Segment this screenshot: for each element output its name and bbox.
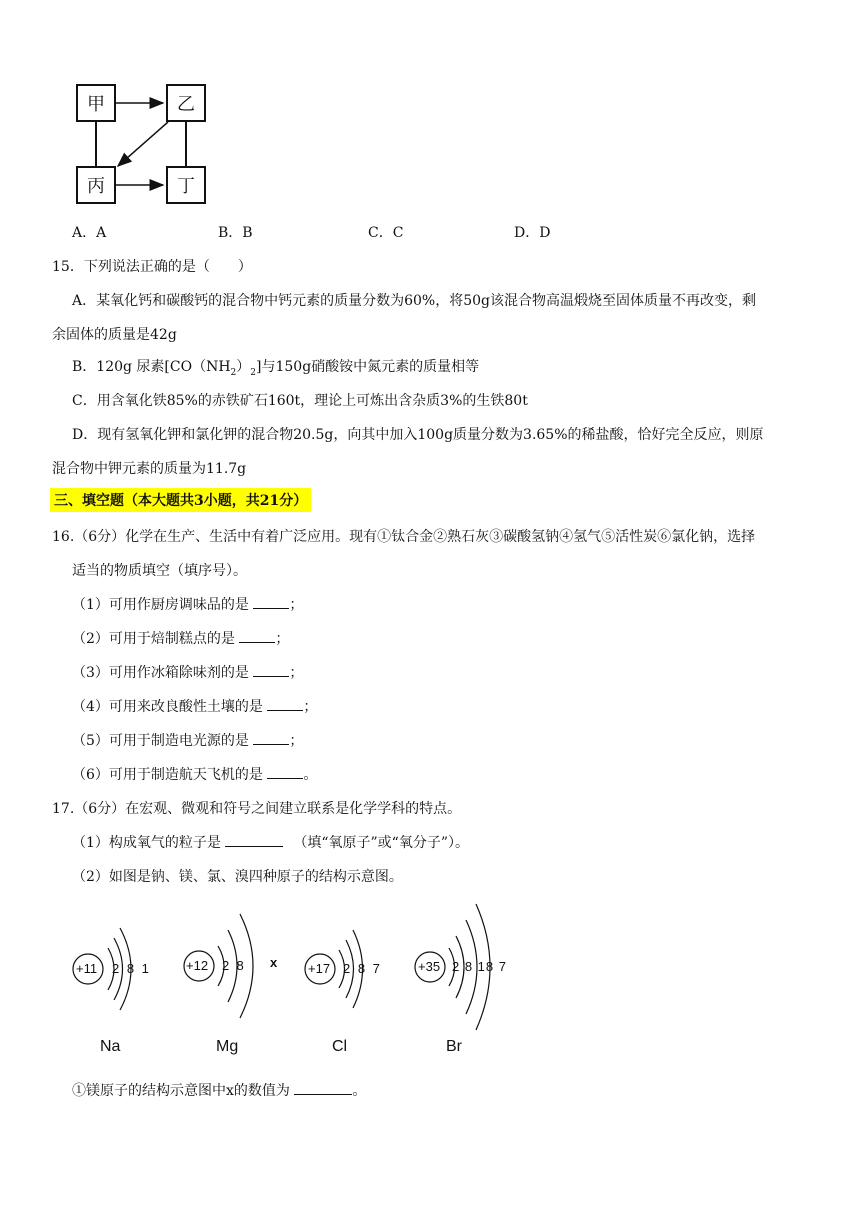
br-shells: 2 8 18 7: [452, 959, 507, 974]
mg-label: Mg: [216, 1038, 239, 1055]
q15-d-line1: D．现有氢氧化钾和氯化钾的混合物20.5g，向其中加入100g质量分数为3.65%的稀盐酸，恰好完全反应，则原: [72, 427, 764, 443]
q15-a-line2: 余固体的质量是42g: [52, 327, 177, 343]
q15-b-mid: ）: [236, 359, 251, 375]
option-a: A．A: [72, 225, 107, 241]
q16-item-punct: 。: [303, 767, 318, 783]
answer-blank[interactable]: [294, 1082, 352, 1095]
q16-line2: 适当的物质填空（填序号）。: [72, 563, 247, 579]
q16-item-text: （6）可用于制造航天飞机的是: [72, 767, 268, 783]
q16-item-text: （4）可用来改良酸性土壤的是: [72, 699, 268, 715]
na-label: Na: [100, 1038, 121, 1055]
section-heading: 三、填空题（本大题共3小题，共21分）: [50, 488, 311, 512]
option-c: C．C: [368, 225, 404, 241]
q15-b-sub2: 2: [250, 367, 257, 378]
q15-b-sub1: 2: [230, 367, 237, 378]
q16-item-punct: ；: [289, 665, 304, 681]
q16-item-punct: ；: [289, 597, 304, 613]
na-shells: 2 8 1: [112, 961, 151, 976]
q17-sub2: （2）如图是钠、镁、氯、溴四种原子的结构示意图。: [72, 869, 403, 885]
cl-nucleus: +17: [308, 961, 331, 976]
q15-b-pre: B．120g 尿素[CO（NH: [72, 359, 231, 375]
q16-item-text: （3）可用作冰箱除味剂的是: [72, 665, 254, 681]
cl-shells: 2 8 7: [343, 961, 382, 976]
box-yi: 乙: [166, 84, 206, 122]
na-nucleus: +11: [76, 961, 98, 976]
q16-item-punct: ；: [275, 631, 290, 647]
box-bing: 丙: [76, 166, 116, 204]
q15-a-line1: A．某氧化钙和碳酸钙的混合物中钙元素的质量分数为60%，将50g该混合物高温煅烧至固体质量不再改变，剩: [72, 293, 757, 309]
mg-nucleus: +12: [186, 958, 209, 973]
br-label: Br: [446, 1038, 462, 1055]
q16-item-text: （1）可用作厨房调味品的是: [72, 597, 254, 613]
q16-item-text: （2）可用于焙制糕点的是: [72, 631, 240, 647]
q16-item-punct: ；: [289, 733, 304, 749]
q15-stem: 15．下列说法正确的是（ ）: [52, 259, 252, 275]
q17-sub3-punct: 。: [352, 1083, 367, 1099]
q17-sub1-hint: （填“氧原子”或“氧分子”）。: [293, 835, 469, 851]
q16-item-punct: ；: [303, 699, 318, 715]
q17-sub3-text: ①镁原子的结构示意图中x的数值为: [72, 1083, 295, 1099]
cl-label: Cl: [332, 1038, 348, 1055]
q15-b-post: ]与150g硝酸铵中氮元素的质量相等: [256, 359, 480, 375]
mg-x: x: [270, 955, 278, 970]
q17-sub1-text: （1）构成氧气的粒子是: [72, 835, 226, 851]
q15-d-line2: 混合物中钾元素的质量为11.7g: [52, 461, 247, 477]
q15-c: C．用含氧化铁85%的赤铁矿石160t，理论上可炼出含杂质3%的生铁80t: [72, 393, 528, 409]
br-nucleus: +35: [418, 959, 441, 974]
box-ding: 丁: [166, 166, 206, 204]
mg-shells: 2 8: [222, 958, 244, 973]
option-d: D．D: [514, 225, 551, 241]
q17-line1: 17.（6分）在宏观、微观和符号之间建立联系是化学学科的特点。: [52, 801, 462, 817]
q16-line1: 16.（6分）化学在生产、生活中有着广泛应用。现有①钛合金②熟石灰③碳酸氢钠④氢气⑤活性炭⑥氯化钠，选择: [52, 529, 756, 545]
q16-item-text: （5）可用于制造电光源的是: [72, 733, 254, 749]
option-b: B．B: [218, 225, 253, 241]
box-jia: 甲: [76, 84, 116, 122]
q17-sub3: [72, 1080, 366, 1100]
